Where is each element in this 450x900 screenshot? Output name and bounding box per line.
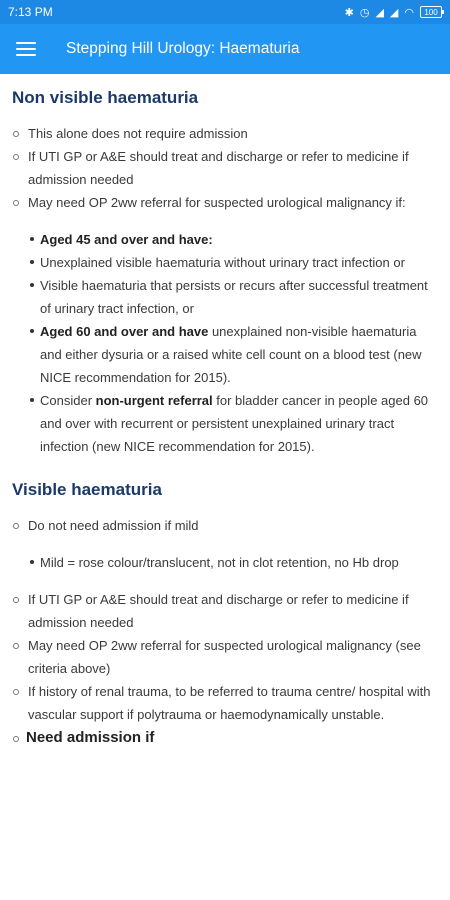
status-icons — [345, 6, 442, 19]
criteria-consider-text: for bladder cancer in people aged 60 and over with recurrent or persistent unexplained urinary tract infection (new NICE recommendation for 2015). — [40, 393, 429, 454]
admission-heading: Need admission if — [12, 726, 438, 750]
criteria-consider — [12, 389, 438, 458]
wifi-icon: ◠ — [404, 6, 414, 19]
battery-level: 100 — [424, 7, 438, 17]
status-bar — [0, 0, 450, 24]
criteria-aged45-label: Aged 45 and over and have: — [40, 232, 213, 247]
visible-mild-item: Do not need admission if mild — [12, 514, 438, 537]
non-visible-item-3: May need OP 2ww referral for suspected urological malignancy if: — [12, 191, 438, 214]
bluetooth-icon: ✱ — [344, 6, 354, 19]
app-bar — [0, 24, 450, 74]
non-visible-item-1: This alone does not require admission — [12, 122, 438, 145]
visible-item-1: If UTI GP or A&E should treat and discharge or refer to medicine if admission needed — [12, 588, 438, 634]
criteria-aged45 — [12, 228, 438, 251]
visible-item-3: If history of renal trauma, to be referred to trauma centre/ hospital with vascular support if polytrauma or haemodynamically unstable. — [12, 680, 438, 726]
signal-icon-2: ◢ — [389, 6, 399, 19]
criteria-aged60 — [12, 320, 438, 389]
criteria-aged60-label: Aged 60 and over and have — [40, 324, 209, 339]
app-bar-title: Stepping Hill Urology: Haematuria — [66, 40, 300, 57]
visible-heading: Visible haematuria — [12, 480, 162, 499]
criteria-consider-pre: Consider — [40, 393, 96, 408]
article-content[interactable] — [0, 74, 450, 900]
visible-mild-definition: Mild = rose colour/translucent, not in clot retention, no Hb drop — [12, 551, 438, 574]
criteria-aged60-text: unexplained non-visible haematuria and either dysuria or a raised white cell count on a blood test (new NICE recommendation for 2015). — [40, 324, 422, 385]
hamburger-menu-icon[interactable] — [16, 42, 36, 56]
criteria-consider-bold: non-urgent referral — [95, 393, 213, 408]
criteria-persists: Visible haematuria that persists or recurs after successful treatment of urinary tract infection, or — [12, 274, 438, 320]
status-time: 7:13 PM — [8, 5, 53, 19]
non-visible-item-2: If UTI GP or A&E should treat and discharge or refer to medicine if admission needed — [12, 145, 438, 191]
visible-item-2: May need OP 2ww referral for suspected urological malignancy (see criteria above) — [12, 634, 438, 680]
alarm-icon: ◷ — [359, 6, 370, 19]
battery-icon — [420, 6, 442, 18]
signal-icon: ◢ — [375, 6, 384, 19]
non-visible-heading: Non visible haematuria — [12, 88, 199, 107]
criteria-unexplained: Unexplained visible haematuria without urinary tract infection or — [12, 251, 438, 274]
